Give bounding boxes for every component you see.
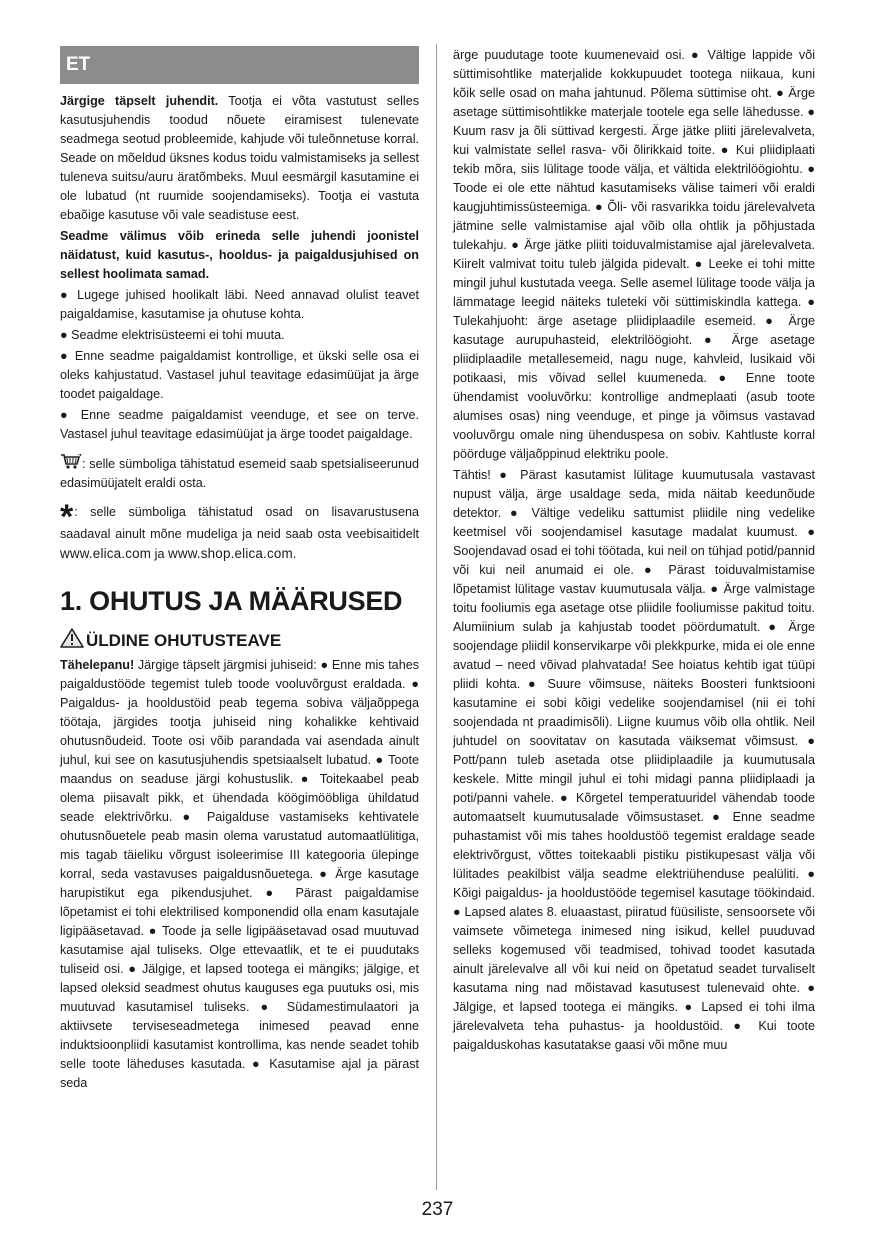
attention-bold: Tähelepanu! bbox=[60, 658, 135, 672]
intro-paragraph bbox=[60, 92, 419, 225]
star-symbol-text: : selle sümboliga tähistatud osad on lisavarustusena saadaval ainult mõne mudeliga ja neid saab osta veebisaitidelt bbox=[60, 505, 419, 541]
asterisk-icon: * bbox=[60, 498, 74, 536]
bullet-item: ● Seadme elektrisüsteemi ei tohi muuta. bbox=[60, 328, 285, 342]
intro-text: Tootja ei võta vastutust selles kasutusjuhendis toodud nõuete eiramisest tulenevate seadmega seotud probleemide, kahjude või tuleõnnetuse korral. Seade on mõeldud üksnes kodus toidu valmistamiseks ja sellest tuleneva suitsu/auru äratõmbeks. Muul eesmärgil kasutamine ei ole lubatud (nt ruumide soojendamiseks). Tootja ei vastuta ebaõige kasutuse või vale seadistuse eest. bbox=[60, 94, 420, 222]
safety-paragraph: ärge puudutage toote kuumenevaid osi. ● Vältige lappide või süttimisohtlike materjalide kokkupuudet tootega niikaua, kuni kõik selle osad on maha jahtunud. Põlema süttimise oht. ● Ärge asetage süttimisohtlikke materjale tootele ega selle lähedusse. ● Kuum rasv ja õli süttivad kergesti. Ärge jätke pliiti järelevalveta, kui valmistate sellel rasva- või õlirikkaid toite. ● Kui pliidiplaati tekib mõra, siis lülitage toode välja, et vältida elektrilöögiohtu. ● Toode ei ole ette nähtud kasutamiseks välise taimeri või eraldi kaugjuhtimissüsteemiga. ● Õli- või rasvarikka toidu järelevalveta jätmine selle valmistamise ajal võib olla ohtlik ja põhjustada tulekahju. ● Ärge jätke pliiti toiduvalmistamise ajal järelevalveta. Kiirelt valmivat toitu tuleb jälgida pidevalt. ● Leeke ei tohi mitte mingil juhul kustutada veega. Selle asemel lülitage toode välja ja lämmatage leegid näiteks tuleteki või süttimiskindla kattega. ● Tulekahjuoht: ärge asetage pliidiplaadile esemeid. ● Ärge kasutage aurupuhasteid, elektrilöögioht. ● Ärge asetage pliidiplaadile metallesemeid, nagu nuge, kahvleid, lusikaid või potikaasi, mis võivad sellel kuumeneda. ● Enne toote ühendamist vooluvõrku: kontrollige andmeplaati (asub toote alumises osas) ning veenduge, et pinge ja võimsus vastavad vooluvõrgu omale ning ühenduspesa on sobiv. Kahtluste korral pöörduge väljaõppinud elektriku poole. bbox=[453, 48, 815, 461]
and-text: ja bbox=[151, 547, 168, 561]
period-text: . bbox=[292, 547, 297, 561]
column-divider bbox=[436, 44, 437, 1190]
language-header: ET bbox=[60, 46, 419, 84]
right-column bbox=[453, 46, 815, 1057]
elica-link[interactable]: www.elica.com bbox=[60, 546, 152, 561]
notice-paragraph: Seadme välimus võib erineda selle juhendi joonistel näidatust, kuid kasutus-, hooldus- ja paigaldusjuhised on sellest hoolimata samad. bbox=[60, 229, 419, 281]
attention-paragraph bbox=[60, 656, 419, 1093]
bullet-item: ● Enne seadme paigaldamist veenduge, et see on terve. Vastasel juhul teavitage edasimüüjat ja ärge toodet paigaldage. bbox=[60, 408, 419, 441]
warning-triangle-icon bbox=[60, 628, 84, 648]
section-heading bbox=[60, 628, 419, 652]
chapter-title: 1. OHUTUS JA MÄÄRUSED bbox=[60, 586, 403, 616]
intro-bold: Järgige täpselt juhendit. bbox=[60, 94, 219, 108]
attention-text: Järgige täpselt järgmisi juhiseid: ● Enne mis tahes paigaldustööde tegemist tuleb toode vooluvõrgust eraldada. ● Paigaldus- ja hooldustöid peab tegema sobiva väljaõppega töötaja, järgides tootja juhiseid ning kohalikke kehtivaid ohutusnõudeid. Toote osi võib parandada vai asendada ainult juhul, kui see on kasutusjuhendis spetsiaalselt lubatud. ● Toote maandus on seadusе järgi kohustuslik. ● Toitekaabel peab olema piisavalt pikk, et ühendada köögimööbliga ühildatud seade elektrivõrku. ● Paigalduse vastamiseks kehtivatele ohutusnõuetele peab masin olema varustatud automaatlülitiga, mis tagab täieliku võrgust isoleerimise III kategooria ülepinge korral, seda vastavuses paigaldusnõuetega. ● Ärge kasutage harupistikut ega pikendusjuhet. ● Pärast paigaldamise lõpetamist ei tohi elektrilised komponendid olla enam kasutajale ligipääsetavad. ● Toode ja selle ligipääsetavad osad muutuvad kasutamise ajal tuliseks. Olge ettevaatlik, et te ei puudutaks tuliseid osi. ● Jälgige, et lapsed tootega ei mängiks; jälgige, et lapsed oleksid seadmest ohutus kauguses ega puutuks osi, mis muutuvad kasutamisel tuliseks. ● Südamestimulaatori ja aktiivsete terviseseadmetega inimesed peavad enne induktsioonpliidi kasutamist kontrollima, kas nende seadet tohib selle toote läheduses kasutada. ● Kasutamise ajal ja pärast seda bbox=[60, 658, 419, 1090]
elica-shop-link[interactable]: www.shop.elica.com bbox=[167, 546, 293, 561]
bullet-item: ● Lugege juhised hoolikalt läbi. Need annavad olulist teavet paigaldamise, kasutamise ja ohutuse kohta. bbox=[60, 288, 419, 321]
shopping-cart-icon bbox=[60, 454, 82, 470]
left-column bbox=[60, 46, 419, 1095]
important-paragraph: Tähtis! ● Pärast kasutamist lülitage kuumutusala vastavast nupust välja, ärge usaldage seda, mida näitab keedunõude detektor. ● Vältige vedeliku sattumist pliidile ning vedelike keetmisel või soojendamisel kasutage madalat kuumust. ● Soojendavad osad ei tohi töötada, kui neil on tühjad potid/pannid või kui neil anumaid ei ole. ● Pärast toiduvalmistamise lõpetamist lülitage vastav kuumutusala välja. ● Ärge valmistage toitu fooliumis ega asetage otse pliidile fooliumisse pakitud toitu. Alumiinium sulab ja kahjustab toodet pöördumatult. ● Ärge soojendage pliidil konservikarpe või plekkpurke, mida ei ole enne avatud – need võivad plahvatada! See hoiatus kehtib igat tüüpi pliidi kohta. ● Suure võimsuse, näiteks Boosteri funktsiooni kasutamine ei sobi kõigi vedelike soojendamisel (nii ei tohi soojendada nt praadimisõli). Liigne kuumus võib olla ohtlik. Neil juhtudel on soovitatav on kasutada väiksemat võimsust. ● Pott/pann tuleb asetada otse pliidiplaadile ja kuumutusala keskele. Mitte mingil juhul ei tohi midagi panna pliidiplaadi ja poti/panni vahele. ● Kõrgetel temperatuuridel vähendab toode automaatselt kuumutusalade võimsustaset. ● Enne seadme puhastamist või mis tahes hooldustöö tegemist eraldage seade elektrivõrgust, võttes toitekaabli pistiku pistikupesast välja või lülitades peakilbist välja seadme elektriühenduse pealüliti. ● Kõigi paigaldus- ja hooldustööde tegemisel kasutage töökindaid. ● Lapsed alates 8. eluaastast, piiratud füüsiliste, sensoorsete või vaimsete võimetega inimesed ning isikud, kellel puuduvad selleks kogemused või teadmised, tohivad toodet kasutada ainult järelevalve all või kui neid on õpetatud seadet turvaliselt kasutama ning nad mõistavad kasutusest tulenevaid ohte. ● Jälgige, et lapsed tootega ei mängiks. ● Lapsed ei tohi ilma järelevalveta teha puhastus- ja hooldustöid. ● Kui toote paigalduskohas kasutatakse gaasi või mõne muu bbox=[453, 468, 815, 1052]
section-title: ÜLDINE OHUTUSTEAVE bbox=[86, 631, 282, 650]
cart-symbol-text: : selle sümboliga tähistatud esemeid saab spetsialiseerunud edasimüüjatelt eraldi osta. bbox=[60, 457, 419, 490]
page-number: 237 bbox=[421, 1199, 454, 1220]
cart-symbol-paragraph bbox=[60, 454, 419, 493]
star-symbol-paragraph bbox=[60, 498, 419, 564]
bullet-item: ● Enne seadme paigaldamist kontrollige, et ükski selle osa ei oleks kahjustatud. Vastasel juhul teavitage edasimüüjat ja ärge toodet paigaldage. bbox=[60, 349, 419, 401]
